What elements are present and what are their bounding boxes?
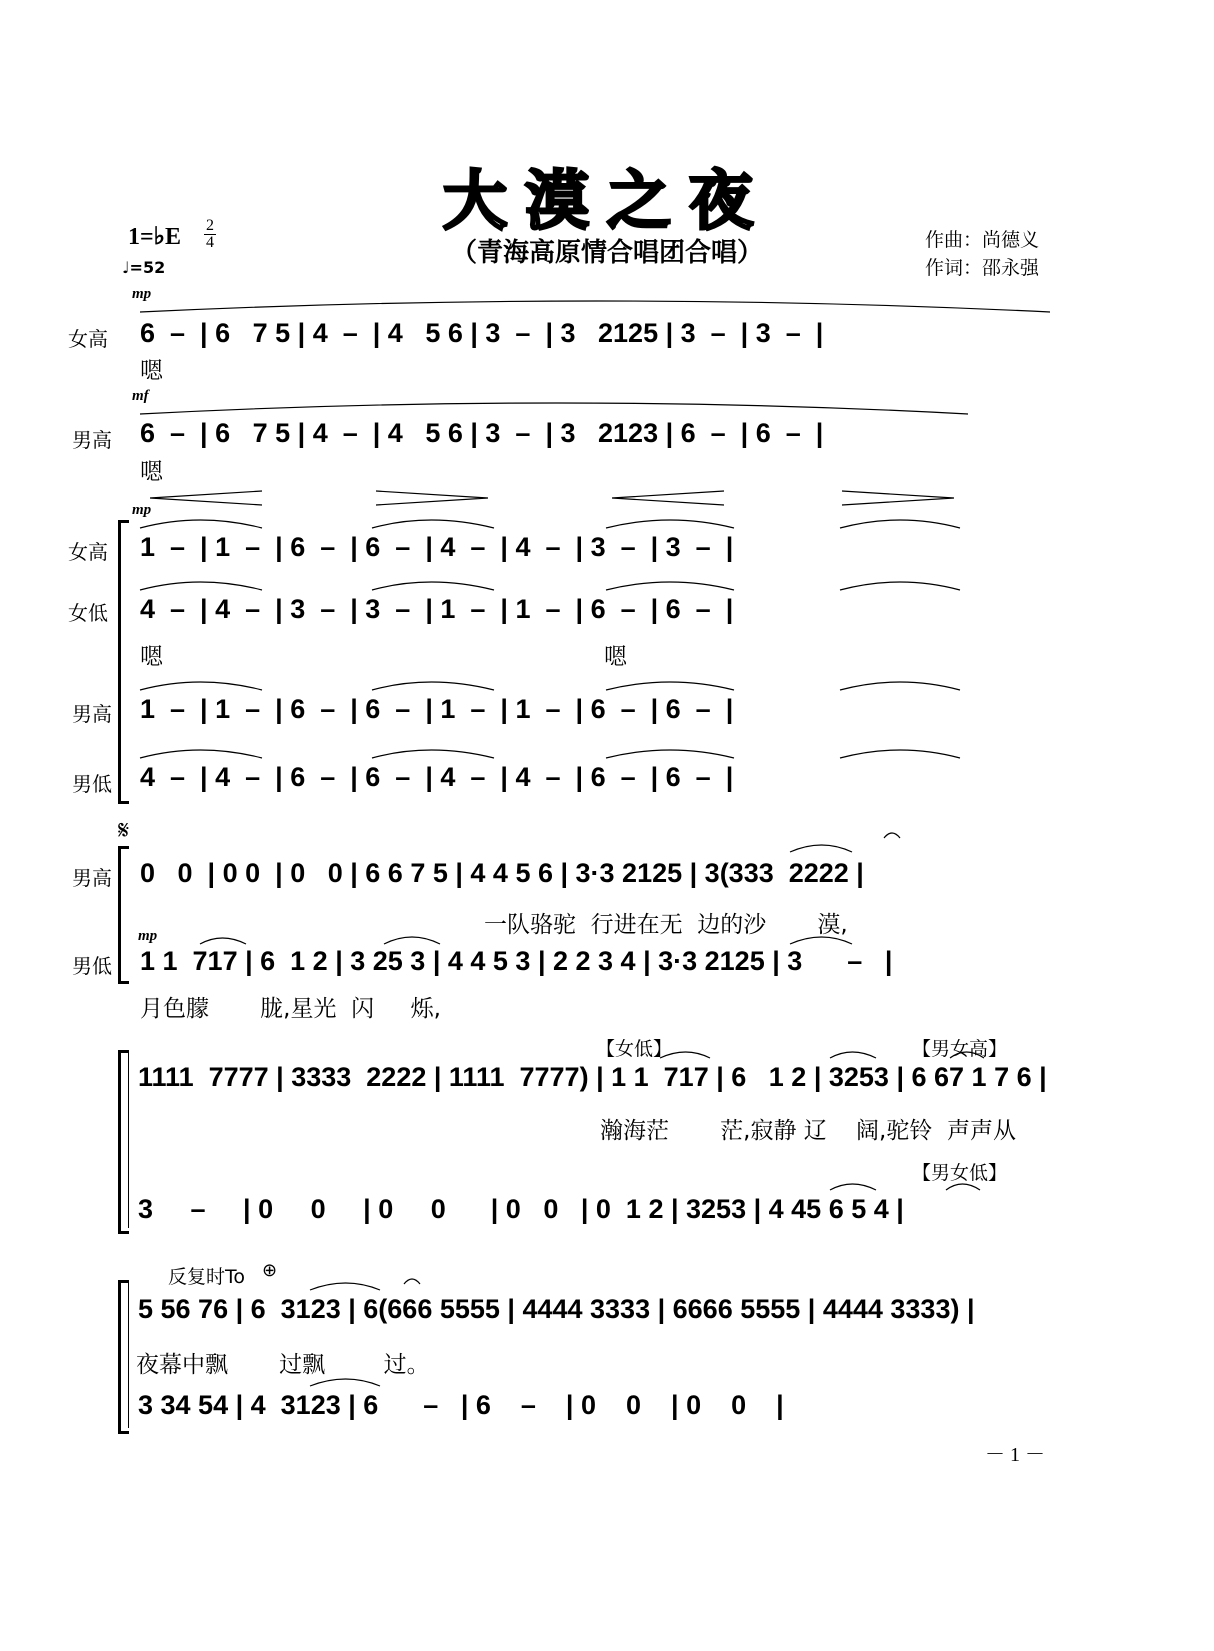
slur-sys4-c xyxy=(950,1052,984,1058)
slur-sys2-11 xyxy=(606,682,734,690)
dynamic-mp-3: mp xyxy=(138,928,158,944)
key-signature: 1=♭E xyxy=(128,224,182,250)
fermata-sys5 xyxy=(404,1279,420,1284)
slur-sys2-2 xyxy=(372,520,494,528)
segno-sign: 𝄋 xyxy=(118,816,130,846)
system5-line2: 3 34 54 | 4 3123 | 6 – | 6 – | 0 0 | 0 0 | xyxy=(138,1390,784,1420)
slur-sys4-e xyxy=(946,1184,980,1190)
part-label-tenor-3: 男高 xyxy=(72,866,112,890)
slur-sys2-1 xyxy=(140,520,262,528)
system1-hum-1: 嗯 xyxy=(140,358,163,384)
system1-tenor-line: 6 – | 6 7 5 | 4 – | 4 5 6 | 3 – | 3 2123 | 6 – | 6 – | xyxy=(140,418,824,448)
page-title: 大漠之夜 xyxy=(443,165,771,239)
slur-sys4-a xyxy=(660,1052,710,1058)
repeat-instruction: 反复时To xyxy=(168,1266,246,1288)
hairpin-cresc-2 xyxy=(612,491,724,505)
coda-sign: ⊕ xyxy=(262,1260,278,1281)
fermata-sys3 xyxy=(884,833,900,838)
slur-sys2-12 xyxy=(840,682,960,690)
system3-lyric2: 月色朦 胧,星光 闪 烁, xyxy=(140,996,441,1022)
tag-high-voices: 【男女高】 xyxy=(912,1038,1008,1060)
system2-hum-1: 嗯 xyxy=(140,644,163,670)
time-numerator: 2 xyxy=(206,217,214,234)
slur-sys4-b xyxy=(830,1052,876,1058)
system4-line1: 1111 7777 | 3333 2222 | 1111 7777) | 1 1 717 | 6 1 2 | 3253 | 6 67 1 7 6 | xyxy=(138,1062,1047,1092)
part-label-bass-3: 男低 xyxy=(72,954,112,978)
system2-line3: 1 – | 1 – | 6 – | 6 – | 1 – | 1 – | 6 – | 6 – | xyxy=(140,694,734,724)
part-label-soprano-2: 女高 xyxy=(68,540,108,564)
system3-line1: 0 0 | 0 0 | 0 0 | 6 6 7 5 | 4 4 5 6 | 3·3 2125 | 3(333 2222 | xyxy=(140,858,864,888)
slur-sys2-3 xyxy=(606,520,734,528)
slur-sys3-d xyxy=(790,937,852,944)
slur-sys2-7 xyxy=(606,582,734,590)
dynamic-mp-2: mp xyxy=(132,502,152,518)
slur-sys2-10 xyxy=(372,682,494,690)
tag-low-voices: 【男女低】 xyxy=(912,1162,1008,1184)
system2-line1: 1 – | 1 – | 6 – | 6 – | 4 – | 4 – | 3 – | 3 – | xyxy=(140,532,734,562)
slur-sys5-a xyxy=(310,1283,380,1290)
slur-sys2-16 xyxy=(840,750,960,758)
system2-line2: 4 – | 4 – | 3 – | 3 – | 1 – | 1 – | 6 – | 6 – | xyxy=(140,594,734,624)
tempo-marking: ♩=52 xyxy=(122,258,166,277)
system3-line2: 1 1 717 | 6 1 2 | 3 25 3 | 4 4 5 3 | 2 2 3 4 | 3·3 2125 | 3 – | xyxy=(140,946,893,976)
slur-sys3-a xyxy=(790,845,852,852)
system1-soprano-line: 6 – | 6 7 5 | 4 – | 4 5 6 | 3 – | 3 2125 | 3 – | 3 – | xyxy=(140,318,824,348)
dynamic-mp: mp xyxy=(132,286,152,302)
lyricist-credit: 作词：邵永强 xyxy=(925,258,1040,279)
hairpin-dim-2 xyxy=(842,491,954,505)
slur-sys2-9 xyxy=(140,682,262,690)
hairpin-cresc-1 xyxy=(150,491,262,505)
page-number: － 1 － xyxy=(985,1444,1045,1466)
part-label-bass: 男低 xyxy=(72,772,112,796)
part-label-tenor: 男高 xyxy=(72,428,112,452)
hairpin-dim-1 xyxy=(376,491,488,505)
system5-line1: 5 56 76 | 6 3123 | 6(666 5555 | 4444 3333 | 6666 5555 | 4444 3333) | xyxy=(138,1294,975,1324)
slur-sys2-5 xyxy=(140,582,262,590)
part-label-alto: 女低 xyxy=(68,601,108,625)
system2-hum-2: 嗯 xyxy=(604,644,627,670)
system1-hum-2: 嗯 xyxy=(140,459,163,485)
slur-sys2-15 xyxy=(606,750,734,758)
part-label-soprano: 女高 xyxy=(68,327,108,351)
slur-sys3-c xyxy=(384,937,440,944)
system5-lyric1: 夜幕中飘 过飘 过。 xyxy=(136,1352,430,1378)
time-denominator: 4 xyxy=(206,234,214,251)
slur-sys2-6 xyxy=(372,582,494,590)
tag-alto: 【女低】 xyxy=(596,1038,673,1060)
composer-credit: 作曲：尚德义 xyxy=(925,230,1040,251)
slur-sys1-a xyxy=(140,301,1050,312)
slur-sys3-b xyxy=(200,938,246,944)
system2-line4: 4 – | 4 – | 6 – | 6 – | 4 – | 4 – | 6 – | 6 – | xyxy=(140,762,734,792)
slur-sys4-d xyxy=(830,1184,876,1190)
dynamic-mf: mf xyxy=(132,388,149,404)
slur-sys1-b xyxy=(140,403,968,414)
part-label-tenor-2: 男高 xyxy=(72,702,112,726)
slur-sys2-13 xyxy=(140,750,262,758)
slur-sys5-b xyxy=(310,1379,380,1386)
slur-sys2-14 xyxy=(372,750,494,758)
page-subtitle: （青海高原情合唱团合唱） xyxy=(450,238,763,268)
slur-sys2-4 xyxy=(840,520,960,528)
system4-line2: 3 – | 0 0 | 0 0 | 0 0 | 0 1 2 | 3253 | 4 45 6 5 4 | xyxy=(138,1194,904,1224)
system4-lyric1: 瀚海茫 茫,寂静 辽 阔,驼铃 声声从 xyxy=(600,1118,1016,1144)
system3-lyric1: 一队骆驼 行进在无 边的沙 漠, xyxy=(484,912,848,938)
slur-sys2-8 xyxy=(840,582,960,590)
